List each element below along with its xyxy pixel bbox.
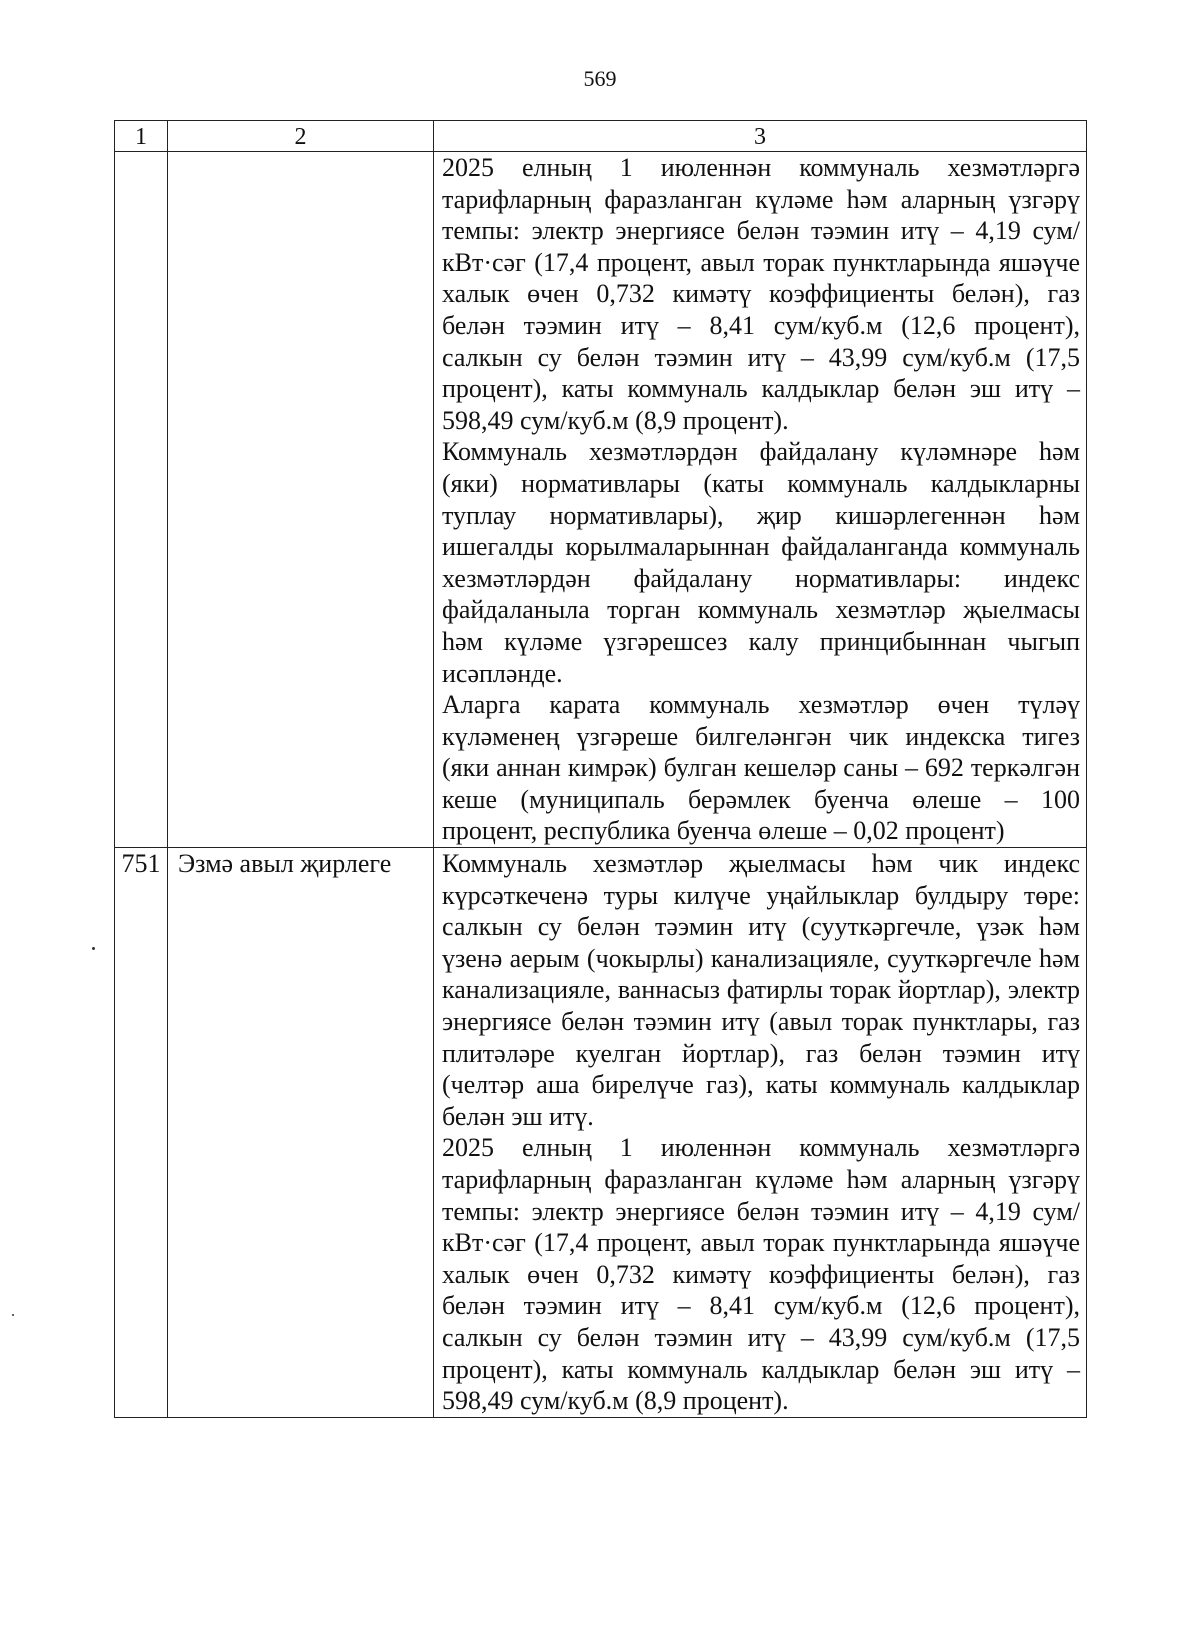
scan-speck <box>92 947 95 950</box>
description-cell <box>434 152 1087 848</box>
settlement-name-cell: Эзмә авыл җирлеге <box>168 848 434 1418</box>
header-cell-3: 3 <box>434 121 1087 152</box>
row-number-cell: 751 <box>115 848 168 1418</box>
header-cell-1: 1 <box>115 121 168 152</box>
page-number: 569 <box>583 66 617 91</box>
paragraph: 2025 елның 1 июленнән коммуналь хезмәтләргә тарифларның фаразланган күләме һәм аларның үзгәрү темпы: электр энергиясе белән тәэмин итү – 4,19 сум/кВт·сәг (17,4 процент, авыл торак пунктларында яшәүче халык өчен 0,732 кимәтү коэффициенты белән), газ белән тәэмин итү – 8,41 сум/куб.м (12,6 процент), салкын су белән тәэмин итү – 43,99 сум/куб.м (17,5 процент), каты коммуналь калдыклар белән эш итү – 598,49 сум/куб.м (8,9 процент). <box>442 153 1080 435</box>
settlement-name-cell <box>168 152 434 848</box>
document-table <box>114 120 1087 1418</box>
table-row <box>115 152 1087 848</box>
scan-speck <box>12 1314 14 1316</box>
header-cell-2: 2 <box>168 121 434 152</box>
table-header-row <box>115 121 1087 152</box>
description-cell <box>434 848 1087 1418</box>
paragraph: Коммуналь хезмәтләрдән файдалану күләмнәре һәм (яки) нормативлары (каты коммуналь калдыкларны туплау нормативлары), җир кишәрлегеннән һәм ишегалды корылмаларыннан файдаланганда коммуналь хезмәтләрдән файдалану нормативлары: индекс файдаланыла торган коммуналь хезмәтләр җыелмасы һәм күләме үзгәрешсез калу принцибыннан чыгып исәпләнде. <box>442 437 1080 688</box>
paragraph: 2025 елның 1 июленнән коммуналь хезмәтләргә тарифларның фаразланган күләме һәм аларның үзгәрү темпы: электр энергиясе белән тәэмин итү – 4,19 сум/кВт·сәг (17,4 процент, авыл торак пунктларында яшәүче халык өчен 0,732 кимәтү коэффициенты белән), газ белән тәэмин итү – 8,41 сум/куб.м (12,6 процент), салкын су белән тәэмин итү – 43,99 сум/куб.м (17,5 процент), каты коммуналь калдыклар белән эш итү – 598,49 сум/куб.м (8,9 процент). <box>442 1133 1080 1416</box>
paragraph: Аларга карата коммуналь хезмәтләр өчен түләү күләменең үзгәреше билгеләнгән чик индекска тигез (яки аннан кимрәк) булган кешеләр саны – 692 теркәлгән кеше (муниципаль берәмлек буенча өлеше – 100 процент, республика буенча өлеше – 0,02 процент) <box>442 690 1080 846</box>
table-row <box>115 848 1087 1418</box>
paragraph: Коммуналь хезмәтләр җыелмасы һәм чик индекс күрсәткеченә туры килүче уңайлыклар булдыру төре: салкын су белән тәэмин итү (сууткәргечле, үзәк һәм үзенә аерым (чокырлы) канализацияле, сууткәргечле һәм канализацияле, ваннасыз фатирлы торак йортлар), электр энергиясе белән тәэмин итү (авыл торак пунктлары, газ плитәләре куелган йортлар), газ белән тәэмин итү (челтәр аша бирелүче газ), каты коммуналь калдыклар белән эш итү. <box>442 849 1080 1131</box>
row-number-cell <box>115 152 168 848</box>
